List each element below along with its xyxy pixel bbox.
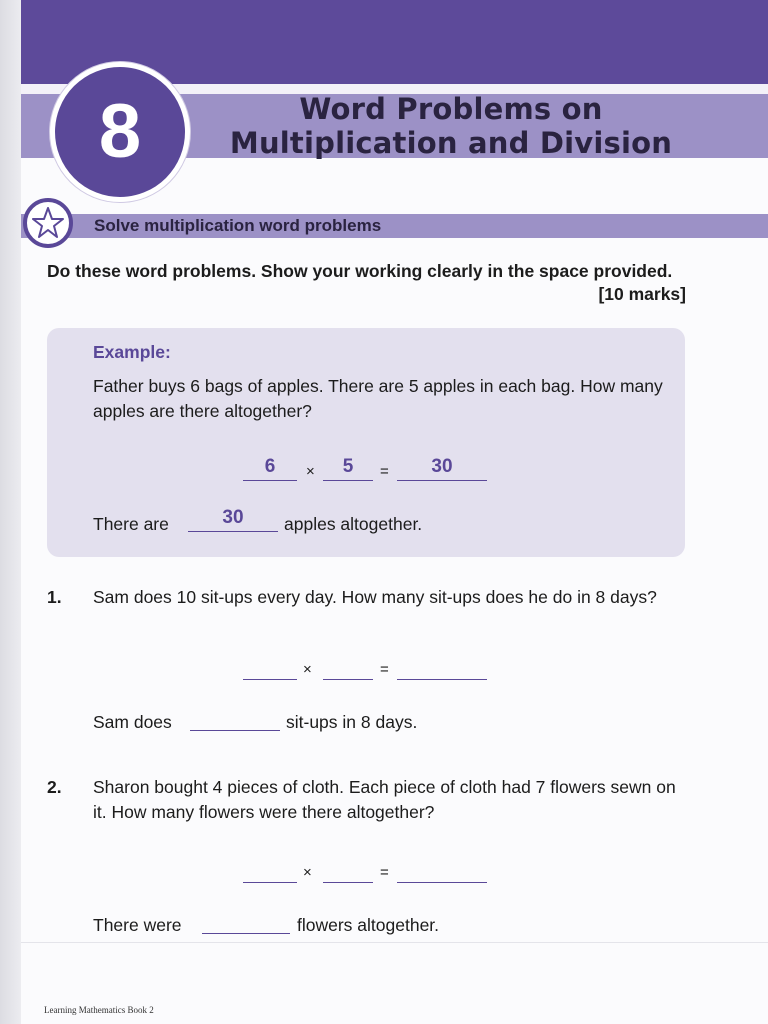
total-marks: [10 marks] [598, 284, 686, 304]
question-2-times-sign: × [303, 864, 312, 881]
example-answer-prefix: There are [93, 514, 169, 534]
question-1-answer-prefix: Sam does [93, 712, 172, 732]
question-1-product-blank[interactable] [397, 655, 487, 680]
question-1-factor2-blank[interactable] [323, 655, 373, 680]
example-times-sign: × [306, 463, 315, 480]
question-1-text: Sam does 10 sit-ups every day. How many sit-ups does he do in 8 days? [93, 587, 657, 607]
example-factor2: 5 [323, 456, 373, 481]
question-2-factor1-blank[interactable] [243, 858, 297, 883]
example-factor1: 6 [243, 456, 297, 481]
example-label: Example: [93, 342, 171, 362]
chapter-title-line2: Multiplication and Division [229, 126, 673, 160]
example-product: 30 [397, 456, 487, 481]
chapter-number-badge: 8 [50, 62, 190, 202]
star-icon [23, 198, 73, 248]
question-2-text: Sharon bought 4 pieces of cloth. Each piece of cloth had 7 flowers sewn on it. How many flowers were there altogether? [93, 777, 676, 822]
question-2-answer-suffix: flowers altogether. [297, 915, 440, 935]
question-1-number: 1. [47, 587, 62, 607]
question-2-answer-prefix: There were [93, 915, 182, 935]
question-1-times-sign: × [303, 661, 312, 678]
question-1-factor1-blank[interactable] [243, 655, 297, 680]
example-equals-sign: = [380, 463, 389, 480]
question-1-answer-blank[interactable] [190, 706, 280, 731]
question-1-equals-sign: = [380, 661, 389, 678]
worksheet-page [21, 0, 768, 1024]
footer-book-title: Learning Mathematics Book 2 [44, 1005, 154, 1015]
question-2-answer-blank[interactable] [202, 909, 290, 934]
chapter-title [201, 92, 701, 160]
question-2-equals-sign: = [380, 864, 389, 881]
question-1-answer-suffix: sit-ups in 8 days. [286, 712, 418, 732]
footer-divider [21, 942, 768, 943]
example-question: Father buys 6 bags of apples. There are 5 apples in each bag. How many apples are there altogether? [93, 376, 663, 421]
section-title: Solve multiplication word problems [94, 216, 382, 235]
question-2-number: 2. [47, 777, 62, 797]
example-answer-value: 30 [188, 507, 278, 532]
page-edge [0, 0, 21, 1024]
example-answer-suffix: apples altogether. [284, 514, 423, 534]
instructions-text: Do these word problems. Show your working clearly in the space provided. [47, 261, 673, 281]
question-2-factor2-blank[interactable] [323, 858, 373, 883]
chapter-title-line1: Word Problems on [299, 92, 603, 126]
question-2-product-blank[interactable] [397, 858, 487, 883]
